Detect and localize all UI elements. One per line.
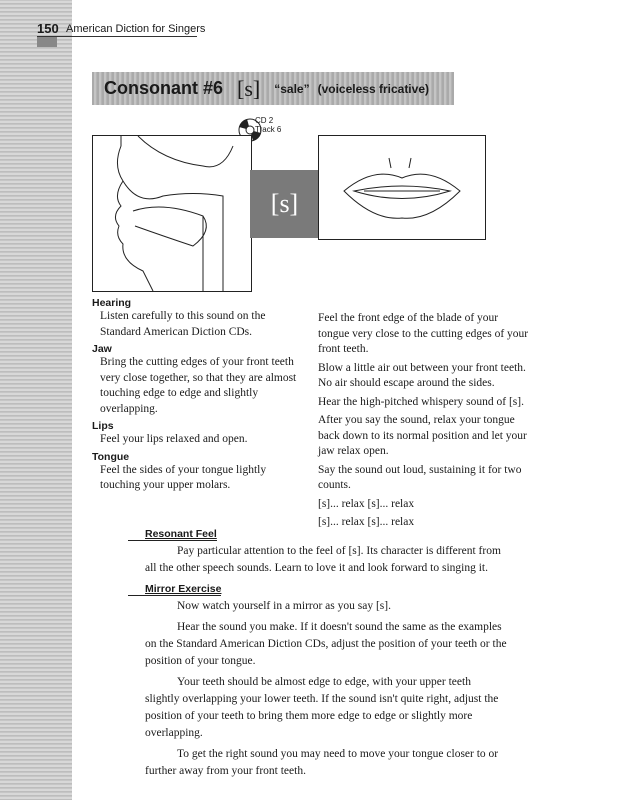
instruction-paragraph: Blow a little air out between your front teeth. No air should escape around the sides. — [318, 361, 526, 389]
instruction-paragraph: Feel the front edge of the blade of your tongue very close to the cutting edges of your front teeth. — [318, 312, 529, 355]
section-heading: Mirror Exercise — [128, 583, 221, 596]
mirror-exercise-section — [128, 579, 508, 784]
section-text: Feel the sides of your tongue lightly touching your upper molars. — [100, 463, 267, 491]
hearing-section — [92, 297, 304, 340]
tongue-section — [92, 451, 304, 494]
section-heading: Lips — [92, 420, 114, 432]
section-text: Bring the cutting edges of your front teeth very close together, so that they are almost touching edge to edge and slightly overlapping. — [100, 356, 297, 415]
left-column — [92, 294, 304, 497]
section-text: Feel your lips relaxed and open. — [100, 433, 248, 445]
section-heading: Hearing — [92, 297, 132, 309]
consonant-title: Consonant #6 — [104, 78, 224, 98]
instruction-paragraph: Say the sound out loud, sustaining it for two counts. — [318, 463, 522, 491]
page-marker — [37, 37, 57, 47]
section-heading: Tongue — [92, 450, 130, 463]
right-column — [318, 311, 530, 534]
decorative-margin-strip — [0, 0, 72, 800]
section-paragraph: To get the right sound you may need to move your tongue closer to or further away from your front teeth. — [145, 748, 499, 777]
practice-line: [s]... relax [s]... relax — [318, 497, 415, 510]
section-heading: Jaw — [92, 343, 112, 355]
phonetic-symbol: [s] — [237, 75, 261, 101]
resonant-feel-section — [128, 524, 508, 581]
head-profile-illustration — [93, 136, 251, 291]
cd-number: CD 2 — [255, 116, 274, 125]
jaw-section — [92, 343, 304, 417]
phonetic-symbol-box: [s] — [250, 170, 319, 238]
page-number: 150 — [37, 21, 59, 36]
lips-section — [92, 420, 304, 448]
section-paragraph: Pay particular attention to the feel of [s]. Its character is different from all the other speech sounds. Learn to love it and look forward to singing it. — [145, 545, 501, 574]
section-paragraph: Now watch yourself in a mirror as you say [s]. — [177, 600, 391, 612]
section-text: Listen carefully to this sound on the Standard American Diction CDs. — [100, 310, 266, 338]
section-heading: Resonant Feel — [128, 528, 217, 541]
mouth-profile-diagram — [92, 135, 252, 292]
practice-line: [s]... relax [s]... relax — [318, 516, 415, 528]
section-paragraph: Hear the sound you make. If it doesn't sound the same as the examples on the Standard American Diction CDs, adjust the position of your teeth or the position of your tongue. — [145, 621, 507, 667]
lips-front-diagram — [318, 135, 486, 240]
track-number: Track 6 — [255, 125, 282, 134]
instruction-paragraph: Hear the high-pitched whispery sound of [s]. — [318, 395, 524, 408]
lips-illustration — [319, 136, 485, 239]
instruction-paragraph: After you say the sound, relax your tongue back down to its normal position and let your jaw relax open. — [318, 414, 527, 457]
title-banner — [92, 72, 454, 105]
example-word: “sale” — [274, 81, 310, 96]
section-paragraph: Your teeth should be almost edge to edge, with your upper teeth slightly overlapping your lower teeth. If the sound isn't quite right, adjust the position of your teeth to bring them more edge to edge or slightly more overlapping. — [145, 676, 499, 739]
running-title: American Diction for Singers — [66, 23, 206, 35]
sound-description: (voiceless fricative) — [317, 81, 429, 96]
header-rule — [37, 36, 197, 37]
cd-track-label — [255, 116, 281, 134]
